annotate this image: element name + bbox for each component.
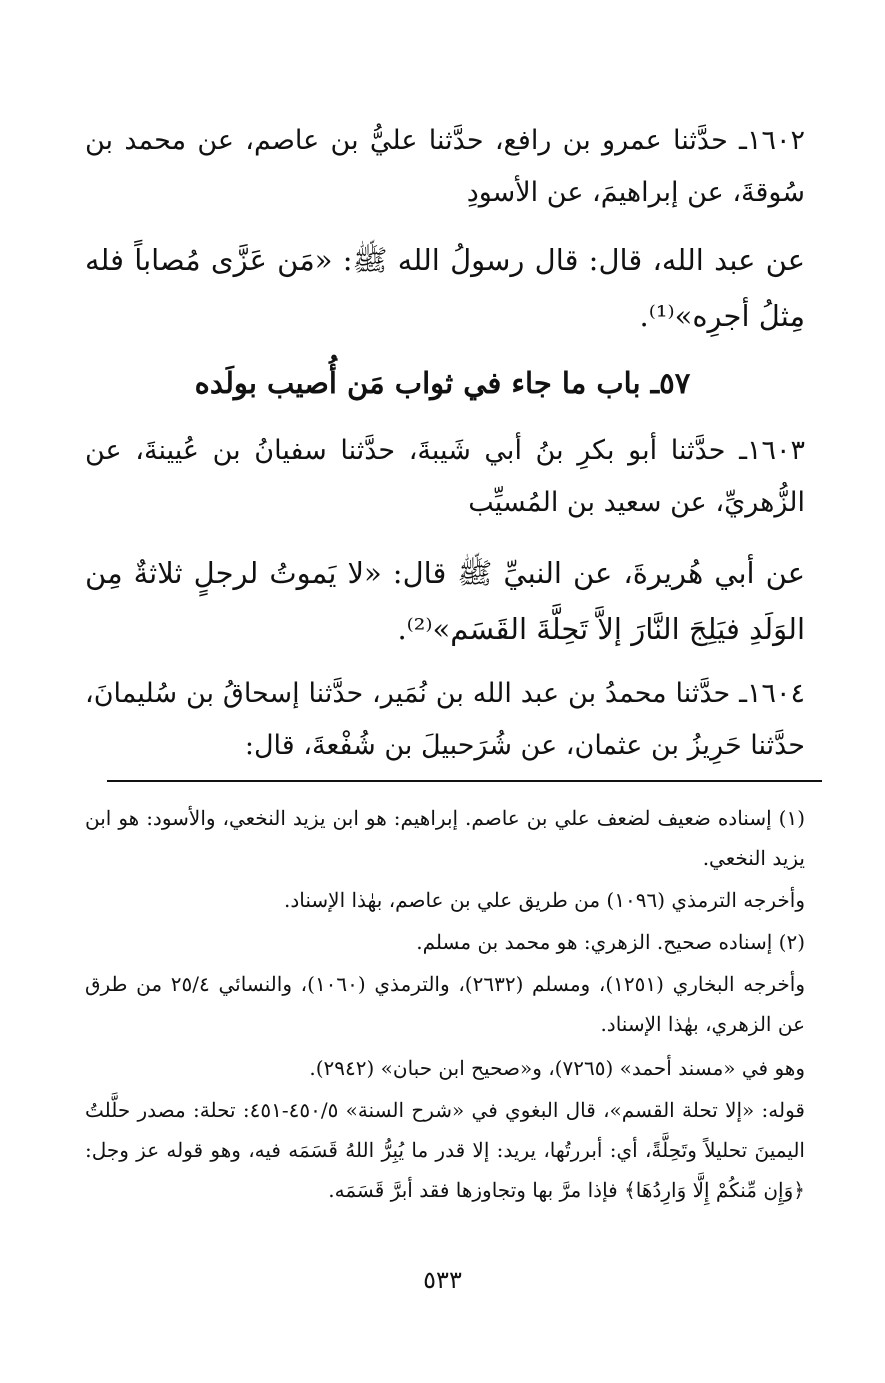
hadith-1602-isnad: ١٦٠٢ـ حدَّثنا عمرو بن رافع، حدَّثنا عليُّ بن عاصم، عن محمد بن سُوقةَ، عن إبراهيمَ، عن الأسودِ: [85, 125, 805, 208]
footnote-2-commentary: قوله: «إلا تحلة القسم»، قال البغوي في «شرح السنة» ٥/‏٤٥٠-٤٥١: تحلة: مصدر حلَّلتُ اليمينَ تحليلاً وتَحِلَّةً، أي: أبررتُها، يريد: إلا قدر ما يُبِرُّ اللهُ قَسَمَه فيه، وهو قوله عز وجل: ﴿وَإِن مِّنكُمْ إِلَّا وَارِدُهَا﴾ فإذا مرَّ بها وتجاوزها فقد أبرَّ قَسَمَه.: [85, 1098, 805, 1202]
footnote-1-source: وأخرجه الترمذي (١٠٩٦) من طريق علي بن عاصم، بهٰذا الإسناد.: [284, 888, 805, 912]
footnote-divider: [107, 780, 822, 782]
chapter-heading: ٥٧ـ باب ما جاء في ثواب مَن أُصيب بولَده: [194, 366, 691, 400]
hadith-1604-isnad: ١٦٠٤ـ حدَّثنا محمدُ بن عبد الله بن نُمَير، حدَّثنا إسحاقُ بن سُليمانَ، حدَّثنا حَرِيزُ بن عثمان، عن شُرَحبيلَ بن شُفْعةَ، قال:: [85, 678, 806, 761]
hadith-1602-matn: عن عبد الله، قال: قال رسولُ الله ﷺ: «مَن عَزَّى مُصاباً فله مِثلُ أجرِه»⁽¹⁾.: [85, 243, 805, 333]
hadith-1603-matn: عن أبي هُريرةَ، عن النبيِّ ﷺ قال: «لا يَموتُ لرجلٍ ثلاثةٌ مِن الوَلَدِ فيَلِجَ النَّارَ إلاَّ تَحِلَّةَ القَسَم»⁽²⁾.: [85, 556, 805, 646]
hadith-1603-isnad: ١٦٠٣ـ حدَّثنا أبو بكرِ بنُ أبي شَيبةَ، حدَّثنا سفيانُ بن عُيينةَ، عن الزُّهريِّ، عن سعيد بن المُسيِّب: [85, 435, 805, 518]
footnote-2-musnad: وهو في «مسند أحمد» (٧٢٦٥)، و«صحيح ابن حبان» (٢٩٤٢).: [309, 1056, 805, 1080]
footnote-2: (٢) إسناده صحيح. الزهري: هو محمد بن مسلم.: [416, 930, 805, 954]
page-number: ٥٣٣: [423, 1266, 462, 1294]
footnote-2-source: وأخرجه البخاري (١٢٥١)، ومسلم (٢٦٣٢)، والترمذي (١٠٦٠)، والنسائي ٤/‏٢٥ من طرق عن الزهري، بهٰذا الإسناد.: [85, 972, 806, 1036]
footnote-1: (١) إسناده ضعيف لضعف علي بن عاصم. إبراهيم: هو ابن يزيد النخعي، والأسود: هو ابن يزيد النخعي.: [85, 806, 805, 870]
